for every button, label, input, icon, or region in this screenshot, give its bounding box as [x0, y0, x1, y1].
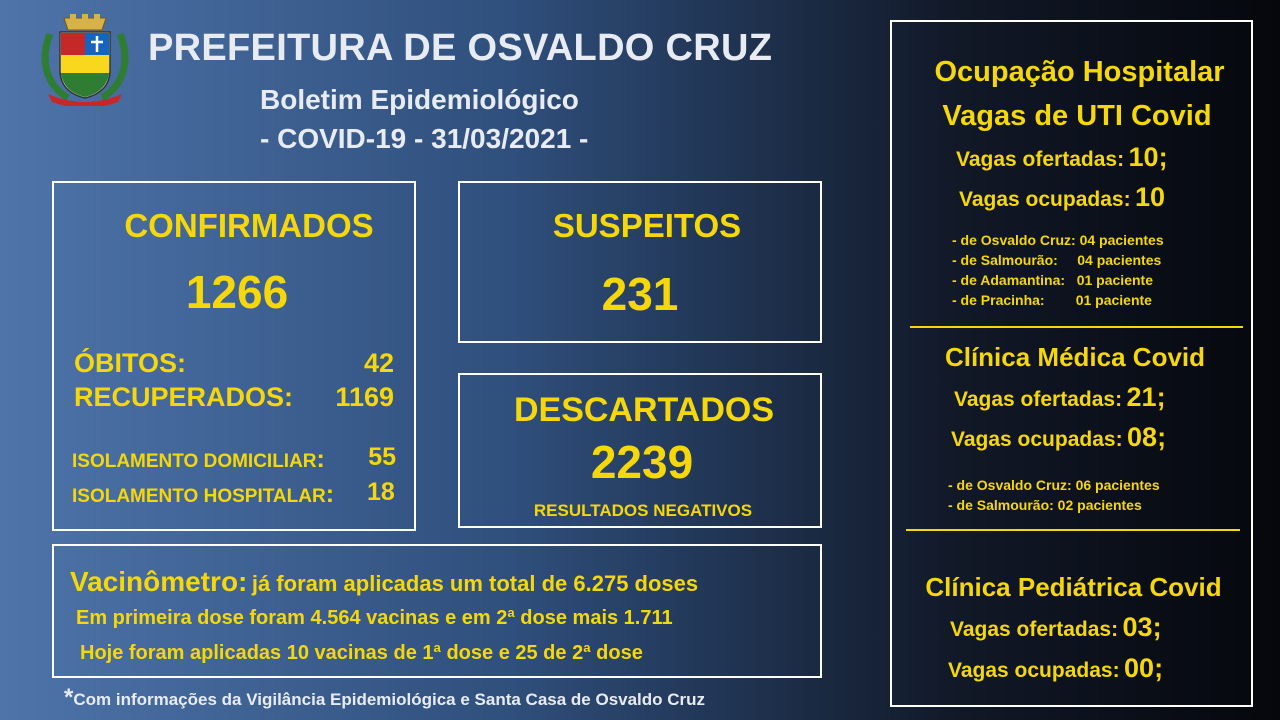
- vaccine-total-text: já foram aplicadas um total de 6.275 doses: [251, 571, 699, 596]
- confirmed-box: [52, 181, 416, 531]
- home-isolation-label: ISOLAMENTO DOMICILIAR: [72, 451, 317, 472]
- uti-title: Vagas de UTI Covid: [942, 100, 1212, 132]
- hospital-panel: [890, 20, 1253, 707]
- medical-occupied-row: [951, 422, 1166, 453]
- pediatric-offered-value: 03;: [1122, 612, 1162, 642]
- medical-detail-2: - de Salmourão: 02 pacientes: [948, 497, 1142, 513]
- medical-offered-label: Vagas ofertadas:: [954, 388, 1123, 411]
- home-isolation-value: 55: [368, 443, 396, 471]
- medical-detail-1: - de Osvaldo Cruz: 06 pacientes: [948, 477, 1160, 493]
- deaths-value: 42: [363, 348, 394, 378]
- deaths-label: ÓBITOS:: [74, 348, 187, 378]
- suspected-box: [458, 181, 822, 343]
- recovered-value: 1169: [335, 382, 394, 412]
- separator-2: [906, 529, 1240, 531]
- uti-occupied-label: Vagas ocupadas:: [959, 188, 1131, 211]
- confirmed-value: 1266: [185, 266, 289, 318]
- hospital-isolation-label: ISOLAMENTO HOSPITALAR: [72, 486, 326, 507]
- confirmed-label: CONFIRMADOS: [124, 207, 374, 244]
- medical-offered-value: 21;: [1126, 382, 1166, 412]
- discarded-label: DESCARTADOS: [513, 391, 775, 429]
- uti-occupied-value: 10: [1135, 182, 1166, 212]
- discarded-note: RESULTADOS NEGATIVOS: [533, 501, 753, 520]
- suspected-label: SUSPEITOS: [552, 207, 742, 244]
- uti-detail-3: - de Adamantina: 01 paciente: [952, 272, 1153, 288]
- vaccine-box: [52, 544, 822, 678]
- uti-detail-4: - de Pracinha: 01 paciente: [952, 292, 1152, 308]
- hospital-isolation-row: [72, 480, 334, 509]
- vaccine-label: Vacinômetro:: [70, 566, 248, 597]
- footer-text: Com informações da Vigilância Epidemiológica e Santa Casa de Osvaldo Cruz: [73, 690, 706, 709]
- bulletin-subtitle: Boletim Epidemiológico: [260, 84, 579, 115]
- pediatric-clinic-title: Clínica Pediátrica Covid: [925, 572, 1222, 602]
- home-isolation-row: [72, 445, 325, 474]
- pediatric-occupied-label: Vagas ocupadas:: [948, 659, 1120, 682]
- uti-detail-1: - de Osvaldo Cruz: 04 pacientes: [952, 232, 1164, 248]
- medical-offered-row: [954, 382, 1166, 413]
- suspected-value: 231: [601, 268, 679, 320]
- hospital-title: Ocupação Hospitalar: [934, 56, 1225, 88]
- uti-occupied-row: [959, 182, 1165, 213]
- medical-clinic-title: Clínica Médica Covid: [944, 342, 1206, 372]
- coat-of-arms-logo: [40, 14, 130, 106]
- pediatric-occupied-row: [948, 653, 1163, 684]
- page-title: PREFEITURA DE OSVALDO CRUZ: [148, 27, 773, 69]
- hospital-isolation-colon: :: [325, 480, 335, 508]
- discarded-value: 2239: [590, 436, 694, 488]
- recovered-label: RECUPERADOS:: [74, 382, 294, 412]
- vaccine-line-2: Em primeira dose foram 4.564 vacinas e em 2ª dose mais 1.711: [76, 607, 673, 629]
- pediatric-offered-row: [950, 612, 1162, 643]
- vaccine-line-1: [70, 566, 698, 598]
- pediatric-occupied-value: 00;: [1124, 653, 1164, 683]
- bulletin-date: - COVID-19 - 31/03/2021 -: [260, 123, 589, 154]
- vaccine-line-3: Hoje foram aplicadas 10 vacinas de 1ª dose e 25 de 2ª dose: [80, 642, 643, 664]
- medical-occupied-value: 08;: [1127, 422, 1167, 452]
- separator-1: [910, 326, 1243, 328]
- uti-offered-label: Vagas ofertadas:: [956, 148, 1125, 171]
- hospital-isolation-value: 18: [367, 478, 395, 506]
- home-isolation-colon: :: [316, 445, 325, 473]
- discarded-box: [458, 373, 822, 528]
- pediatric-offered-label: Vagas ofertadas:: [950, 618, 1119, 641]
- medical-occupied-label: Vagas ocupadas:: [951, 428, 1123, 451]
- footer-source: [64, 684, 705, 712]
- footer-asterisk: *: [64, 684, 74, 711]
- uti-offered-value: 10;: [1128, 142, 1168, 172]
- uti-detail-2: - de Salmourão: 04 pacientes: [952, 252, 1162, 268]
- uti-offered-row: [956, 142, 1168, 173]
